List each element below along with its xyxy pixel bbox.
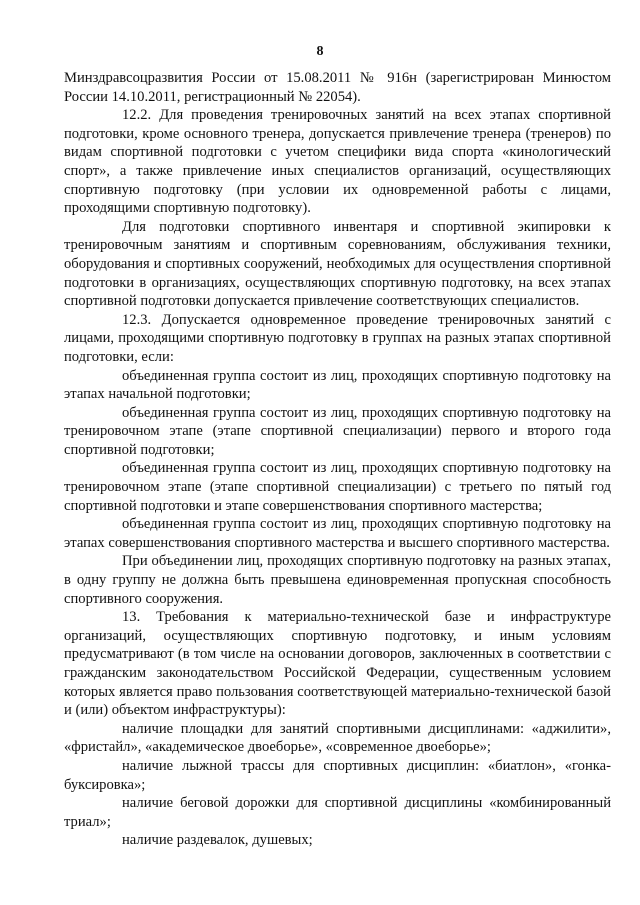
list-item-mastery-stages: объединенная группа состоит из лиц, проходящих спортивную подготовку на этапах совершенствования спортивного мастерства и высшего спортивного мастерства.: [64, 516, 611, 551]
list-item-training-stage-1-2: объединенная группа состоит из лиц, проходящих спортивную подготовку на тренировочном этапе (этапе спортивной специализации) первого и второго года спортивной подготовки;: [64, 404, 611, 458]
list-item-locker-rooms: наличие раздевалок, душевых;: [122, 832, 313, 849]
list-item-training-stage-3-5: объединенная группа состоит из лиц, проходящих спортивную подготовку на тренировочном этапе (этапе спортивной специализации) с третьего по пятый год спортивной подготовки и этапе совершенствования спортивного мастерства;: [64, 460, 611, 514]
list-item-agility-area: наличие площадки для занятий спортивными дисциплинами: «аджилити», «фристайл», «академическое двоеборье», «современное двоеборье»;: [64, 720, 611, 756]
list-item-initial-stage: объединенная группа состоит из лиц, проходящих спортивную подготовку на этапах начальной подготовки;: [64, 367, 611, 403]
paragraph-equipment-specialists: Для подготовки спортивного инвентаря и спортивной экипировки к тренировочным занятиям и спортивным соревнованиям, обслуживания техники, оборудования и спортивных сооружений, необходимых для осуществления спортивной подготовки в организациях, осуществляющих спортивную подготовку, на всех этапах спортивной подготовки допускается привлечение соответствующих специалистов.: [64, 218, 611, 310]
paragraph-13: 13. Требования к материально-технической базе и инфраструктуре организаций, осуществляющих спортивную подготовку, и иным условиям предусматривают (в том числе на основании договоров, заключенных в соответствии с гражданским законодательством Российской Федерации, существенным условием которых является право пользования соответствующей материально-технической базой и (или) объектом инфраструктуры):: [64, 609, 611, 719]
list-item-running-track: наличие беговой дорожки для спортивной дисциплины «комбинированный триал»;: [64, 795, 611, 830]
page-number: 8: [316, 44, 324, 59]
paragraph-12-3: 12.3. Допускается одновременное проведение тренировочных занятий с лицами, проходящими спортивную подготовку в группах на разных этапах спортивной подготовки, если:: [64, 311, 611, 365]
document-body: [64, 69, 611, 850]
paragraph-capacity-limit: При объединении лиц, проходящих спортивную подготовку на разных этапах, в одну группу не должна быть превышена единовременная пропускная способность спортивного сооружения.: [64, 553, 611, 607]
list-item-ski-track: наличие лыжной трассы для спортивных дисциплин: «биатлон», «гонка-буксировка»;: [64, 757, 611, 793]
paragraph-continuation: Минздравсоцразвития России от 15.08.2011 № 916н (зарегистрирован Минюстом России 14.10.2011, регистрационный № 22054).: [64, 70, 611, 105]
paragraph-12-2: 12.2. Для проведения тренировочных занятий на всех этапах спортивной подготовки, кроме основного тренера, допускается привлечение тренера (тренеров) по видам спортивной подготовки с учетом специфики вида спорта «кинологический спорт», а также привлечение иных специалистов организаций, осуществляющих спортивную подготовку (при условии их одновременной работы с лицами, проходящими спортивную подготовку).: [64, 107, 611, 217]
